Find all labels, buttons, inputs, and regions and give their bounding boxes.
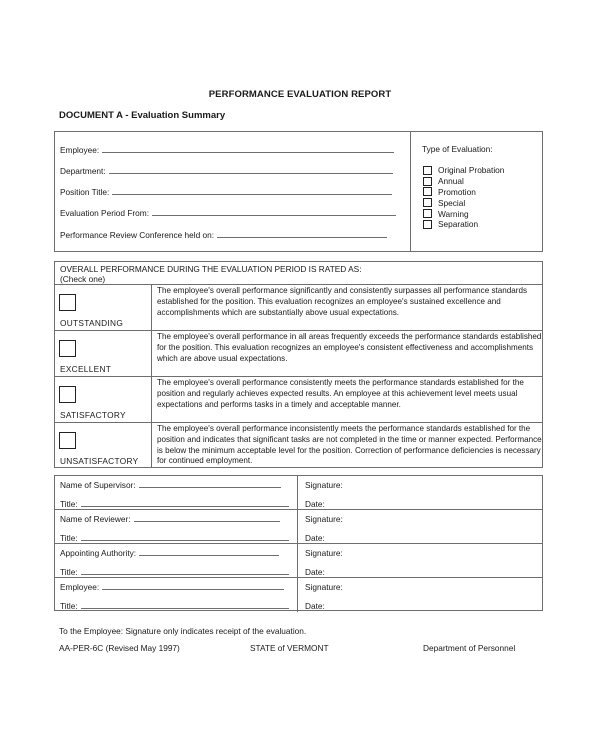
evaluation-type-label: Type of Evaluation: xyxy=(422,144,493,154)
rating-header xyxy=(55,262,542,285)
review-conference-input[interactable] xyxy=(217,230,387,238)
checkbox[interactable] xyxy=(423,209,432,218)
rating-description: The employee's overall performance significantly and consistently surpasses all performance standards established for the position. This evaluation recognizes an employee's sustained excellence and accomplishments which are substantially above usual expectations. xyxy=(157,286,527,317)
unsatisfactory-checkbox[interactable] xyxy=(59,432,76,449)
rating-name: EXCELLENT xyxy=(60,364,112,374)
position-title-label: Position Title: xyxy=(60,187,110,197)
field-label: Employee: xyxy=(60,582,100,592)
rating-choice xyxy=(55,423,152,468)
rating-row-satisfactory xyxy=(55,377,542,423)
signature-row-employee xyxy=(55,578,542,612)
employee-input[interactable] xyxy=(102,145,394,153)
type-label: Annual xyxy=(438,176,464,187)
rating-description: The employee's overall performance inconsistently meets the performance standards established for the position and indicates that significant tasks are not completed in the time or manner expected. Performance is below the minimum acceptable level for the position. Correction of performance deficiencies is necessary for continued employment. xyxy=(157,424,542,466)
type-separation[interactable] xyxy=(423,219,504,230)
excellent-checkbox[interactable] xyxy=(59,340,76,357)
type-label: Special xyxy=(438,197,466,208)
field-label: Title: xyxy=(60,499,78,509)
reviewer-title-input[interactable] xyxy=(81,533,289,541)
department-label: Department: xyxy=(60,166,106,176)
position-title-input[interactable] xyxy=(112,187,392,195)
checkbox[interactable] xyxy=(423,198,432,207)
signature-name-cell xyxy=(55,510,298,543)
signature-sign-cell xyxy=(299,476,543,509)
field-label: Title: xyxy=(60,567,78,577)
evaluation-period-field[interactable] xyxy=(60,208,396,218)
rating-instruction: (Check one) xyxy=(60,274,106,284)
appointing-authority-name-input[interactable] xyxy=(139,548,279,556)
employee-info-section xyxy=(54,131,543,252)
field-label: Title: xyxy=(60,601,78,611)
outstanding-checkbox[interactable] xyxy=(59,294,76,311)
checkbox[interactable] xyxy=(423,220,432,229)
rating-choice xyxy=(55,331,152,376)
signature-sign-cell xyxy=(299,544,543,577)
field-label: Name of Supervisor: xyxy=(60,480,136,490)
evaluation-period-label: Evaluation Period From: xyxy=(60,208,150,218)
rating-heading: OVERALL PERFORMANCE DURING THE EVALUATION PERIOD IS RATED AS: xyxy=(60,264,362,274)
review-conference-field[interactable] xyxy=(60,230,387,240)
reviewer-date-label[interactable]: Date: xyxy=(305,533,325,543)
signature-name-cell xyxy=(55,578,298,612)
supervisor-title-field[interactable] xyxy=(60,499,289,509)
supervisor-signature-label[interactable]: Signature: xyxy=(305,480,343,490)
supervisor-date-label[interactable]: Date: xyxy=(305,499,325,509)
reviewer-signature-label[interactable]: Signature: xyxy=(305,514,343,524)
signature-row-reviewer xyxy=(55,510,542,544)
reviewer-name-input[interactable] xyxy=(134,514,280,522)
appointing-authority-title-input[interactable] xyxy=(81,567,289,575)
signature-sign-cell xyxy=(299,578,543,612)
rating-choice xyxy=(55,377,152,422)
appointing-authority-title-field[interactable] xyxy=(60,567,289,577)
department-name: Department of Personnel xyxy=(423,643,516,653)
checkbox[interactable] xyxy=(423,187,432,196)
employee-field[interactable] xyxy=(60,145,394,155)
employee-title-input[interactable] xyxy=(81,601,289,609)
supervisor-name-input[interactable] xyxy=(139,480,281,488)
type-original-probation[interactable] xyxy=(423,165,504,176)
page-title: PERFORMANCE EVALUATION REPORT xyxy=(208,89,392,100)
type-annual[interactable] xyxy=(423,176,504,187)
checkbox[interactable] xyxy=(423,177,432,186)
rating-name: OUTSTANDING xyxy=(60,318,124,328)
rating-description: The employee's overall performance consistently meets the performance standards established for the position and regularly achieves expected results. An employee at this achievement level meets usual expectations and performs tasks in a timely and acceptable manner. xyxy=(157,378,524,409)
employee-name-input[interactable] xyxy=(102,582,284,590)
field-label: Title: xyxy=(60,533,78,543)
overall-rating-section xyxy=(54,261,543,468)
position-title-field[interactable] xyxy=(60,187,392,197)
rating-row-excellent xyxy=(55,331,542,377)
supervisor-name-field[interactable] xyxy=(60,480,281,490)
reviewer-title-field[interactable] xyxy=(60,533,289,543)
appointing-authority-signature-label[interactable]: Signature: xyxy=(305,548,343,558)
signature-row-supervisor xyxy=(55,476,542,510)
form-id: AA-PER-6C (Revised May 1997) xyxy=(59,643,180,653)
document-subtitle: DOCUMENT A - Evaluation Summary xyxy=(59,110,226,121)
supervisor-title-input[interactable] xyxy=(81,499,289,507)
satisfactory-checkbox[interactable] xyxy=(59,386,76,403)
state-name: STATE of VERMONT xyxy=(250,643,329,653)
rating-description: The employee's overall performance in all areas frequently exceeds the performance standards established for the position. This evaluation recognizes an employee's consistent effectiveness and accomplishments which are above usual expectations. xyxy=(157,332,542,363)
checkbox[interactable] xyxy=(423,166,432,175)
field-label: Name of Reviewer: xyxy=(60,514,131,524)
employee-date-label[interactable]: Date: xyxy=(305,601,325,611)
rating-choice xyxy=(55,285,152,330)
signature-section xyxy=(54,475,543,611)
signature-sign-cell xyxy=(299,510,543,543)
department-field[interactable] xyxy=(60,166,393,176)
type-label: Warning xyxy=(438,208,469,219)
signature-row-appointing-authority xyxy=(55,544,542,578)
employee-title-field[interactable] xyxy=(60,601,289,611)
type-label: Separation xyxy=(438,219,479,230)
field-label: Appointing Authority: xyxy=(60,548,137,558)
employee-fields xyxy=(55,132,411,251)
appointing-authority-date-label[interactable]: Date: xyxy=(305,567,325,577)
type-warning[interactable] xyxy=(423,208,504,219)
type-label: Promotion xyxy=(438,186,476,197)
rating-row-unsatisfactory xyxy=(55,423,542,468)
employee-name-field[interactable] xyxy=(60,582,284,592)
rating-row-outstanding xyxy=(55,285,542,331)
appointing-authority-name-field[interactable] xyxy=(60,548,279,558)
reviewer-name-field[interactable] xyxy=(60,514,280,524)
rating-name: SATISFACTORY xyxy=(60,410,126,420)
signature-name-cell xyxy=(55,476,298,509)
evaluation-type-list xyxy=(423,165,504,230)
employee-signature-label[interactable]: Signature: xyxy=(305,582,343,592)
evaluation-type-section xyxy=(412,132,543,251)
signature-name-cell xyxy=(55,544,298,577)
type-label: Original Probation xyxy=(438,165,505,176)
review-conference-label: Performance Review Conference held on: xyxy=(60,230,215,240)
rating-name: UNSATISFACTORY xyxy=(60,456,139,466)
evaluation-period-input[interactable] xyxy=(152,208,396,216)
type-special[interactable] xyxy=(423,197,504,208)
type-promotion[interactable] xyxy=(423,187,504,198)
employee-label: Employee: xyxy=(60,145,100,155)
employee-signature-note: To the Employee: Signature only indicates receipt of the evaluation. xyxy=(59,626,307,636)
department-input[interactable] xyxy=(109,166,393,174)
